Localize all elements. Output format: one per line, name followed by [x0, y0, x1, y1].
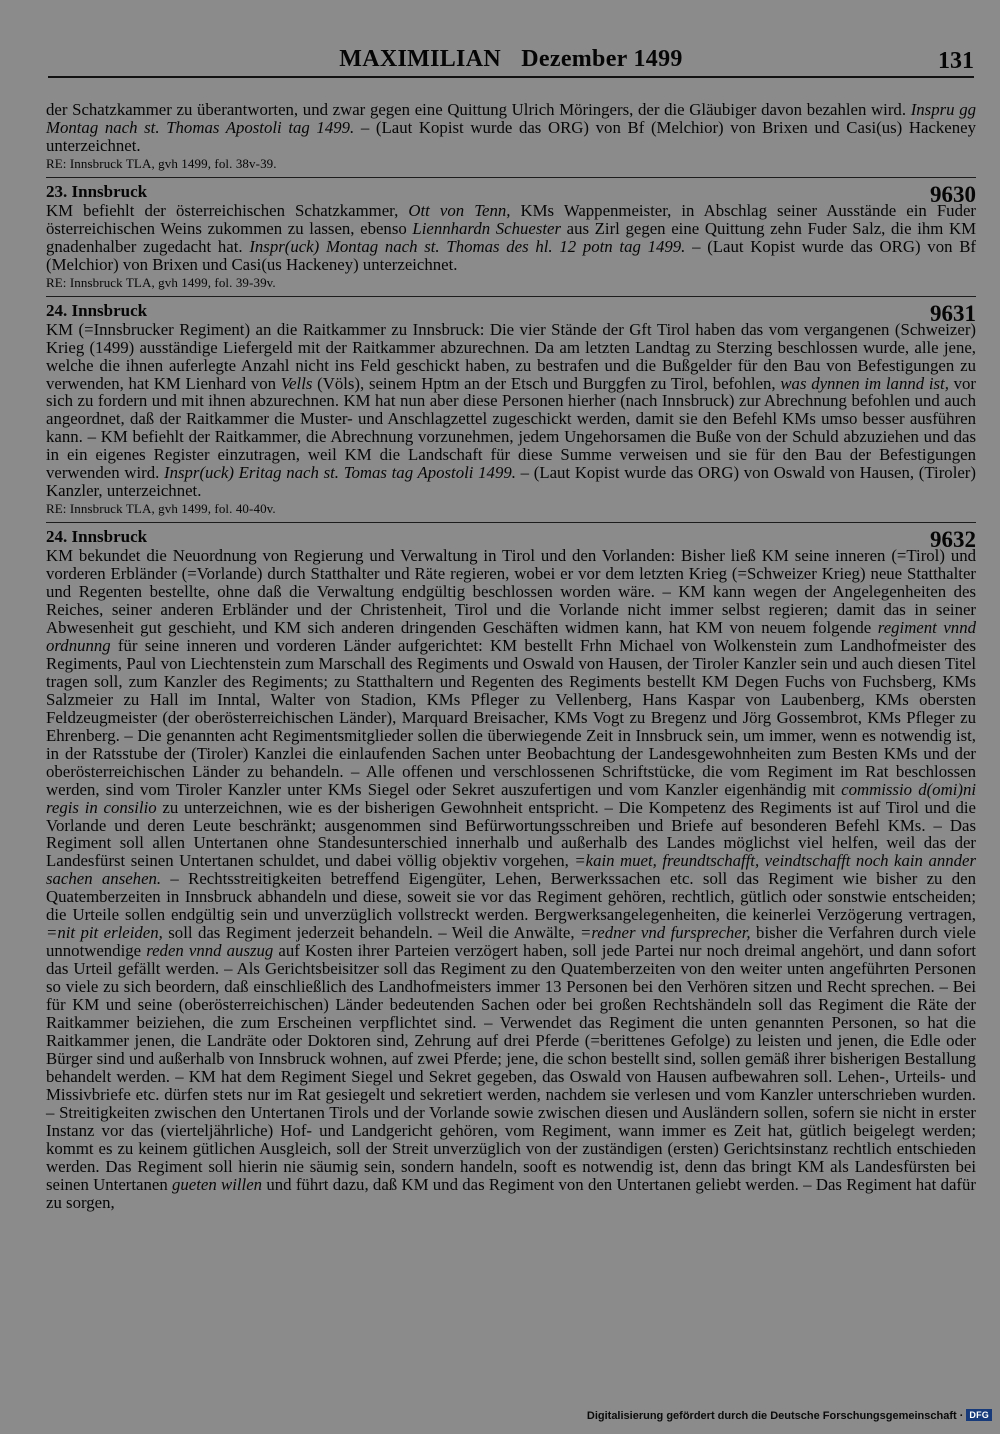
- entry-date: 24. Innsbruck: [46, 527, 148, 547]
- intro-continuation: [46, 101, 976, 171]
- entry-heading: [46, 527, 976, 553]
- entry-body: KM bekundet die Neuordnung von Regierung und Verwaltung in Tirol und den Vorlanden: Bisher ließ KM seine inneren (=Tirol) und vorderen Erbländer (=Vorlande) durch Statthalter und Räte regieren, wobei er vor dem letzten Krieg (=Schweizer Krieg) neue Statthalter und Regenten bestellte, ohne daß die Verwaltung endgültig beschlossen worden wäre. – KM kann wegen der Angelegenheiten des Reiches, seiner anderen Erbländer und der Christenheit, Tirol und die Vorlande nicht immer selbst regieren; damit das in seiner Abwesenheit gut geschieht, und KM sich anderen dringenden Geschäften widmen kann, hat KM von neuem folgende regiment vnnd ordnunng für seine inneren und vorderen Länder aufgerichtet: KM bestellt Frhn Michael von Wolkenstein zum Landhofmeister des Regiments, Paul von Liechtenstein zum Marschall des Regiments und Oswald von Hausen, der Tiroler Kanzler sein und auch diesen Titel tragen soll, zum Kanzler des Regiments; zu Statthaltern und Regenten des Regiments bestellt KM Degen Fuchs von Fuchsberg, KMs Salzmeier zu Hall im Inntal, Walter von Stadion, KMs Pfleger zu Vellenberg, Hans Kaspar von Laubenberg, KMs obersten Feldzeugmeister (der oberösterreichischen Länder), Marquard Breisacher, KMs Vogt zu Bregenz und Jörg Gossembrot, KMs Pfleger zu Ehrenberg. – Die genannten acht Regimentsmitglieder sollen die überwiegende Zeit in Innsbruck sein, um immer, wenn es notwendig ist, in der Ratsstube der (Tiroler) Kanzlei die einlaufenden Sachen unter Beobachtung der Landesgewohnheiten zum Besten KMs und der oberösterreichischen Länder zu behandeln. – Alle offenen und verschlossenen Schriftstücke, die vom Regiment im Rat beschlossen werden, sind vom Tiroler Kanzler unter KMs Siegel oder Sekret auszufertigen und vom Kanzler eigenhändig mit commissio d(omi)ni regis in consilio zu unterzeichnen, wie es der bisherigen Gewohnheit entspricht. – Die Kompetenz des Regiments ist auf Tirol und die Vorlande und deren Leute beschränkt; ausgenommen sind Befürwortungsschreiben und Briefe auf besonderen Befehl KMs. – Das Regiment soll allen Untertanen ohne Standesunterschied innerhalb und außerhalb des Landes möglichst viel helfen, weil das der Landesfürst seinen Untertanen schuldet, und dabei völlig objektiv vorgehen, =kain muet, freundtschafft, veindtschafft noch kain annder sachen ansehen. – Rechtsstreitigkeiten betreffend Eigengüter, Lehen, Berwerkssachen etc. soll das Regiment wie bisher zu den Quatemberzeiten in Innsbruck abhandeln und diese, soweit sie vor das Regiment gehören, rechtlich, gütlich oder sonstwie entscheiden; die Urteile sollen endgültig sein und unverzüglich vollstreckt werden. Bergwerksangelegenheiten, die keinerlei Verzögerung vertragen, =nit pit erleiden, soll das Regiment jederzeit behandeln. – Weil die Anwälte, =redner vnd fursprecher, bisher die Verfahren durch viele unnotwendige reden vnnd auszug auf Kosten ihrer Parteien verzögert haben, soll jede Partei nur noch dreimal angehört, und dann sofort das Urteil gefällt werden. – Als Gerichtsbeisitzer soll das Regiment zu den Quatemberzeiten von den weiter unten angeführten Personen so viele zu sich beordern, daß einschließlich des Landhofmeisters immer 13 Personen bei den Verhören sitzen und Recht sprechen. – Bei für KM und seine (oberösterreichischen) Länder bedeutenden Sachen oder bei großen Rechtshändeln soll das Regiment die Räte der Raitkammer beiziehen, die zum Erscheinen verpflichtet sind. – Verwendet das Regiment die unten genannten Personen, so hat die Raitkammer jenen, die Landräte oder Doktoren sind, Zehrung auf drei Pferde (=berittenes Gefolge) zu leisten und jenen, die Edle oder Bürger sind und außerhalb von Innsbruck wohnen, auf zwei Pferde; jene, die schon bestellt sind, sollen gemäß ihrer bisherigen Bestallung behandelt werden. – KM hat dem Regiment Siegel und Sekret gegeben, das Oswald von Hausen aufbewahren soll. Lehen-, Urteils- und Missivbriefe etc. dürfen stets nur im Rat gesiegelt und sekretiert werden, nachdem sie verlesen und vom Kanzler unterschrieben wurden. – Streitigkeiten zwischen den Untertanen Tirols und der Vorlande sowie zwischen diesen und Ausländern sollen, sofern sie nicht in erster Instanz vor das (vierteljährliche) Hof- und Landgericht gehören, vom Regiment, wann immer es Zeit hat, gütlich beigelegt werden; kommt es zu keinem gütlichen Ausgleich, soll der Streit unverzüglich von der zuständigen (ersten) Gerichtsinstanz rechtlich entschieden werden. Das Regiment soll hierin nie säumig sein, sondern handeln, sooft es notwendig ist, denn das bringt KM als Landesfürsten bei seinen Untertanen gueten willen und führt dazu, daß KM und das Regiment von den Untertanen geliebt werden. – Das Regiment hat dafür zu sorgen,: [46, 546, 977, 1212]
- entry-9630: [46, 183, 976, 290]
- entry-number: 9631: [930, 300, 976, 326]
- intro-source: RE: Innsbruck TLA, gvh 1499, fol. 38v-39.: [46, 155, 277, 171]
- running-title: [48, 46, 974, 73]
- entry-divider: [46, 296, 976, 297]
- running-header: [48, 44, 974, 78]
- dfg-logo: DFG: [966, 1409, 992, 1421]
- entry-9632: [46, 528, 976, 1211]
- entry-source: RE: Innsbruck TLA, gvh 1499, fol. 39-39v.: [46, 274, 276, 290]
- entry-date: 24. Innsbruck: [46, 300, 148, 320]
- header-title: MAXIMILIAN: [339, 46, 501, 72]
- entry-divider: [46, 522, 976, 523]
- entry-body: KM befiehlt der österreichischen Schatzkammer, Ott von Tenn, KMs Wappenmeister, in Abschlag seiner Ausstände ein Fuder österreichischen Weins zukommen zu lassen, ebenso Liennhardn Schuester aus Zirl gegen eine Quittung zehn Fuder Salz, die ihm KM gnadenhalber zugedacht hat. Inspr(uck) Montag nach st. Thomas des hl. 12 potn tag 1499. – (Laut Kopist wurde das ORG) von Bf (Melchior) von Brixen und Casi(us Hackeney) unterzeichnet.: [46, 200, 976, 274]
- entry-heading: [46, 300, 976, 326]
- entry-source: RE: Innsbruck TLA, gvh 1499, fol. 40-40v.: [46, 501, 276, 517]
- header-period: Dezember 1499: [521, 46, 683, 72]
- entry-9631: [46, 302, 976, 517]
- credit-text: Digitalisierung gefördert durch die Deutsche Forschungsgemeinschaft ·: [586, 1410, 964, 1422]
- digitization-credit: [587, 1409, 992, 1422]
- entry-heading: [46, 181, 976, 207]
- intro-italic-date: Inspru gg Montag nach st. Thomas Apostoli tag 1499.: [46, 100, 976, 137]
- entry-number: 9630: [930, 181, 976, 207]
- entry-date: 23. Innsbruck: [46, 181, 148, 201]
- entry-body: KM (=Innsbrucker Regiment) an die Raitkammer zu Innsbruck: Die vier Stände der Gft Tirol haben das vom vergangenen (Schweizer) Krieg (1499) ausständige Liefergeld mit der Raitkammer abzurechnen. Da am letzten Landtag zu Sterzing beschlossen wurde, alle jene, welche die ihnen auferlegte Anzahl nicht ins Feld geschickt haben, zu bestrafen und die Bußgelder für den Bau von Befestigungen zu verwenden, hat KM Lienhard von Vells (Völs), seinem Hptm an der Etsch und Burggfen zu Tirol, befohlen, was dynnen im lannd ist, vor sich zu fordern und mit ihnen abzurechnen. KM hat nun aber diese Personen hierher (nach Innsbruck) zur Abrechnung befohlen und auch angeordnet, daß der Raitkammer die Muster- und Anschlagzettel zugeschickt werden, damit sie den Befehl KMs umso besser ausführen kann. – KM befiehlt der Raitkammer, die Abrechnung vorzunehmen, jedem Ungehorsamen die Buße von der Schuld abzuziehen und das in ein eigenes Register einzutragen, weil KM die Landschaft für diese Summe verweisen und sie für den Bau der Befestigungen verwenden wird. Inspr(uck) Eritag nach st. Tomas tag Apostoli 1499. – (Laut Kopist wurde das ORG) von Oswald von Hausen, (Tiroler) Kanzler, unterzeichnet.: [46, 319, 976, 501]
- entry-number: 9632: [930, 527, 976, 553]
- page-content: [46, 101, 976, 1211]
- page-number: 131: [938, 48, 974, 74]
- entry-divider: [46, 177, 976, 178]
- intro-text: der Schatzkammer zu überantworten, und zwar gegen eine Quittung Ulrich Möringers, der die Gläubiger davon bezahlen wird. Inspru gg Montag nach st. Thomas Apostoli tag 1499. – (Laut Kopist wurde das ORG) von Bf (Melchior) von Brixen und Casi(us) Hackeney unterzeichnet.: [46, 100, 976, 155]
